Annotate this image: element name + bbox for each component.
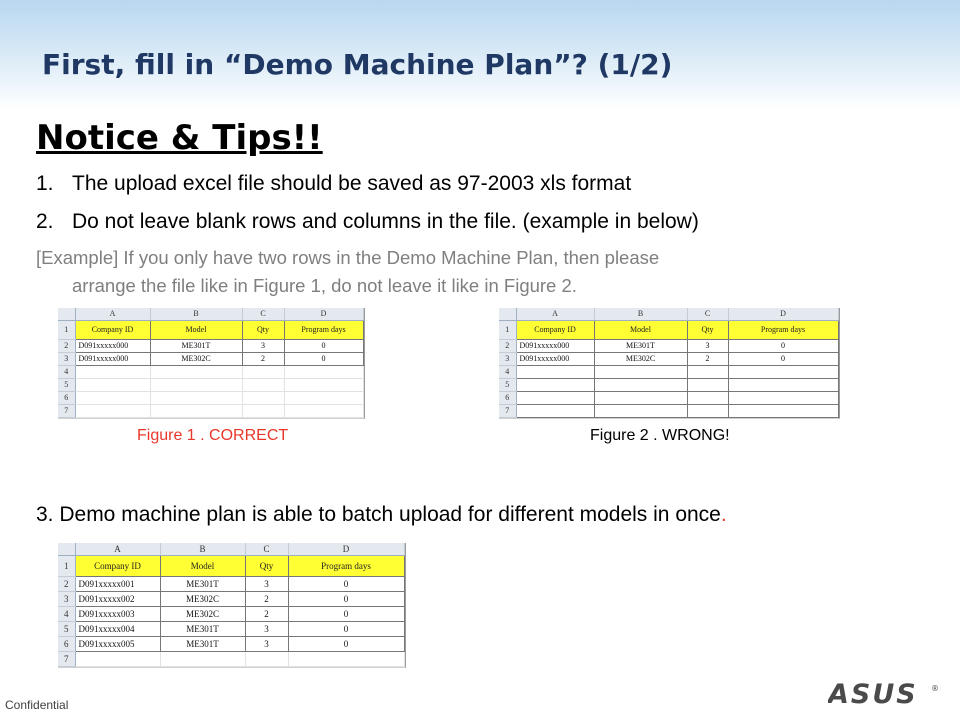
sheet-row <box>499 352 838 365</box>
sheet-row <box>58 391 363 404</box>
batch-upload-spreadsheet <box>58 543 406 668</box>
row-number: 7 <box>58 651 75 666</box>
header-cell: Qty <box>687 320 728 339</box>
empty-cell <box>242 378 284 391</box>
row-number: 5 <box>58 621 75 636</box>
svg-text:®: ® <box>931 684 939 693</box>
row-number: 2 <box>58 339 75 352</box>
data-cell: 0 <box>288 606 404 621</box>
corner-cell <box>499 308 516 320</box>
header-cell: Program days <box>284 320 363 339</box>
row-number: 3 <box>58 591 75 606</box>
svg-text:ASUS: ASUS <box>828 681 918 707</box>
data-cell: 0 <box>284 352 363 365</box>
row-number: 4 <box>58 365 75 378</box>
figure-2-caption-text: Figure 2 . WRONG! <box>590 427 730 444</box>
sheet-row <box>58 621 404 636</box>
empty-cell <box>516 365 594 378</box>
tip-item-1-text: The upload excel file should be saved as 97-2003 xls format <box>72 172 632 195</box>
sheet-row <box>499 391 838 404</box>
row-number: 5 <box>58 378 75 391</box>
data-cell: 2 <box>245 606 288 621</box>
data-cell: 3 <box>245 621 288 636</box>
column-header: A <box>75 543 160 555</box>
empty-cell <box>75 365 150 378</box>
tip-item-2-number: 2. <box>36 210 54 233</box>
row-number: 6 <box>499 391 516 404</box>
notice-heading: Notice & Tips!! <box>36 118 323 158</box>
header-cell: Company ID <box>75 555 160 576</box>
data-cell: ME301T <box>160 576 245 591</box>
data-cell: ME302C <box>160 591 245 606</box>
header-cell: Company ID <box>516 320 594 339</box>
row-number: 7 <box>58 404 75 417</box>
row-number: 2 <box>499 339 516 352</box>
empty-cell <box>242 365 284 378</box>
empty-cell <box>150 391 242 404</box>
tip-item-2 <box>36 210 699 234</box>
empty-cell <box>516 378 594 391</box>
empty-cell <box>728 365 838 378</box>
empty-cell <box>288 651 404 666</box>
data-cell: ME302C <box>150 352 242 365</box>
data-cell: ME301T <box>150 339 242 352</box>
sheet-row <box>58 320 363 339</box>
corner-cell <box>58 308 75 320</box>
row-number: 4 <box>499 365 516 378</box>
empty-cell <box>687 391 728 404</box>
sheet-row <box>499 339 838 352</box>
empty-cell <box>594 404 687 417</box>
empty-cell <box>687 365 728 378</box>
sheet-row <box>58 651 404 666</box>
confidential-label: Confidential <box>5 698 69 712</box>
header-cell: Qty <box>245 555 288 576</box>
row-number: 3 <box>499 352 516 365</box>
empty-cell <box>242 391 284 404</box>
data-cell: ME302C <box>160 606 245 621</box>
column-header: C <box>245 543 288 555</box>
data-cell: D091xxxxx000 <box>516 339 594 352</box>
data-cell: D091xxxxx001 <box>75 576 160 591</box>
data-cell: D091xxxxx000 <box>75 352 150 365</box>
empty-cell <box>75 651 160 666</box>
data-cell: 0 <box>288 591 404 606</box>
empty-cell <box>594 365 687 378</box>
sheet-row <box>58 606 404 621</box>
data-cell: D091xxxxx000 <box>75 339 150 352</box>
empty-cell <box>75 404 150 417</box>
empty-cell <box>284 404 363 417</box>
empty-cell <box>284 365 363 378</box>
column-header: C <box>687 308 728 320</box>
sheet-row <box>499 378 838 391</box>
asus-logo-mark <box>828 681 943 707</box>
empty-cell <box>728 404 838 417</box>
header-cell: Model <box>160 555 245 576</box>
tip-item-3 <box>36 503 727 527</box>
data-cell: 3 <box>242 339 284 352</box>
empty-cell <box>594 378 687 391</box>
empty-cell <box>242 404 284 417</box>
column-header: D <box>288 543 404 555</box>
sheet-row <box>58 555 404 576</box>
header-cell: Model <box>594 320 687 339</box>
data-cell: D091xxxxx003 <box>75 606 160 621</box>
data-cell: D091xxxxx000 <box>516 352 594 365</box>
column-header: D <box>284 308 363 320</box>
row-number: 7 <box>499 404 516 417</box>
empty-cell <box>75 378 150 391</box>
corner-cell <box>58 543 75 555</box>
sheet-row <box>58 576 404 591</box>
sheet-row <box>58 591 404 606</box>
data-cell: ME302C <box>594 352 687 365</box>
row-number: 6 <box>58 391 75 404</box>
figure-1-spreadsheet <box>58 308 365 419</box>
figure-2-caption <box>590 427 730 445</box>
row-number: 5 <box>499 378 516 391</box>
column-header: A <box>75 308 150 320</box>
data-cell: D091xxxxx002 <box>75 591 160 606</box>
sheet-row <box>499 404 838 417</box>
empty-cell <box>516 404 594 417</box>
column-header: B <box>160 543 245 555</box>
data-cell: 3 <box>245 576 288 591</box>
example-line-2: arrange the file like in Figure 1, do not leave it like in Figure 2. <box>72 275 577 296</box>
tip-item-3-text: 3. Demo machine plan is able to batch upload for different models in once <box>36 503 721 526</box>
empty-cell <box>245 651 288 666</box>
data-cell: 0 <box>728 352 838 365</box>
header-cell: Company ID <box>75 320 150 339</box>
column-header: C <box>242 308 284 320</box>
data-cell: 0 <box>288 636 404 651</box>
column-header: B <box>594 308 687 320</box>
empty-cell <box>150 378 242 391</box>
empty-cell <box>284 391 363 404</box>
tip-item-3-end: . <box>720 503 727 526</box>
column-header: D <box>728 308 838 320</box>
data-cell: 2 <box>687 352 728 365</box>
sheet-row <box>58 636 404 651</box>
empty-cell <box>75 391 150 404</box>
header-cell: Model <box>150 320 242 339</box>
data-cell: 3 <box>245 636 288 651</box>
data-cell: 2 <box>245 591 288 606</box>
sheet-row <box>499 320 838 339</box>
row-number: 4 <box>58 606 75 621</box>
empty-cell <box>728 378 838 391</box>
data-cell: D091xxxxx005 <box>75 636 160 651</box>
row-number: 1 <box>499 320 516 339</box>
data-cell: 0 <box>288 576 404 591</box>
empty-cell <box>150 404 242 417</box>
sheet-row <box>58 339 363 352</box>
data-cell: 0 <box>284 339 363 352</box>
asus-logo <box>828 681 943 712</box>
sheet-row <box>58 365 363 378</box>
empty-cell <box>687 404 728 417</box>
header-cell: Program days <box>288 555 404 576</box>
row-number: 3 <box>58 352 75 365</box>
sheet-row <box>58 378 363 391</box>
row-number: 6 <box>58 636 75 651</box>
column-header: A <box>516 308 594 320</box>
slide-title: First, fill in “Demo Machine Plan”? (1/2) <box>42 48 673 81</box>
header-cell: Program days <box>728 320 838 339</box>
column-header: B <box>150 308 242 320</box>
data-cell: ME301T <box>594 339 687 352</box>
row-number: 1 <box>58 555 75 576</box>
sheet-row <box>499 365 838 378</box>
figure-1-caption <box>137 427 288 445</box>
data-cell: 0 <box>288 621 404 636</box>
tip-item-1 <box>36 172 631 196</box>
sheet-row <box>58 352 363 365</box>
data-cell: 2 <box>242 352 284 365</box>
empty-cell <box>687 378 728 391</box>
data-cell: ME301T <box>160 621 245 636</box>
row-number: 2 <box>58 576 75 591</box>
header-cell: Qty <box>242 320 284 339</box>
empty-cell <box>728 391 838 404</box>
data-cell: ME301T <box>160 636 245 651</box>
example-note <box>36 244 916 300</box>
empty-cell <box>594 391 687 404</box>
data-cell: D091xxxxx004 <box>75 621 160 636</box>
empty-cell <box>160 651 245 666</box>
data-cell: 3 <box>687 339 728 352</box>
figure-1-caption-text: Figure 1 . CORRECT <box>137 427 289 444</box>
tip-item-1-number: 1. <box>36 172 54 195</box>
row-number: 1 <box>58 320 75 339</box>
empty-cell <box>284 378 363 391</box>
data-cell: 0 <box>728 339 838 352</box>
sheet-row <box>58 404 363 417</box>
empty-cell <box>516 391 594 404</box>
empty-cell <box>150 365 242 378</box>
figure-2-spreadsheet <box>499 308 840 419</box>
example-line-1: [Example] If you only have two rows in the Demo Machine Plan, then please <box>36 247 660 268</box>
tip-item-2-text: Do not leave blank rows and columns in the file. (example in below) <box>72 210 699 233</box>
